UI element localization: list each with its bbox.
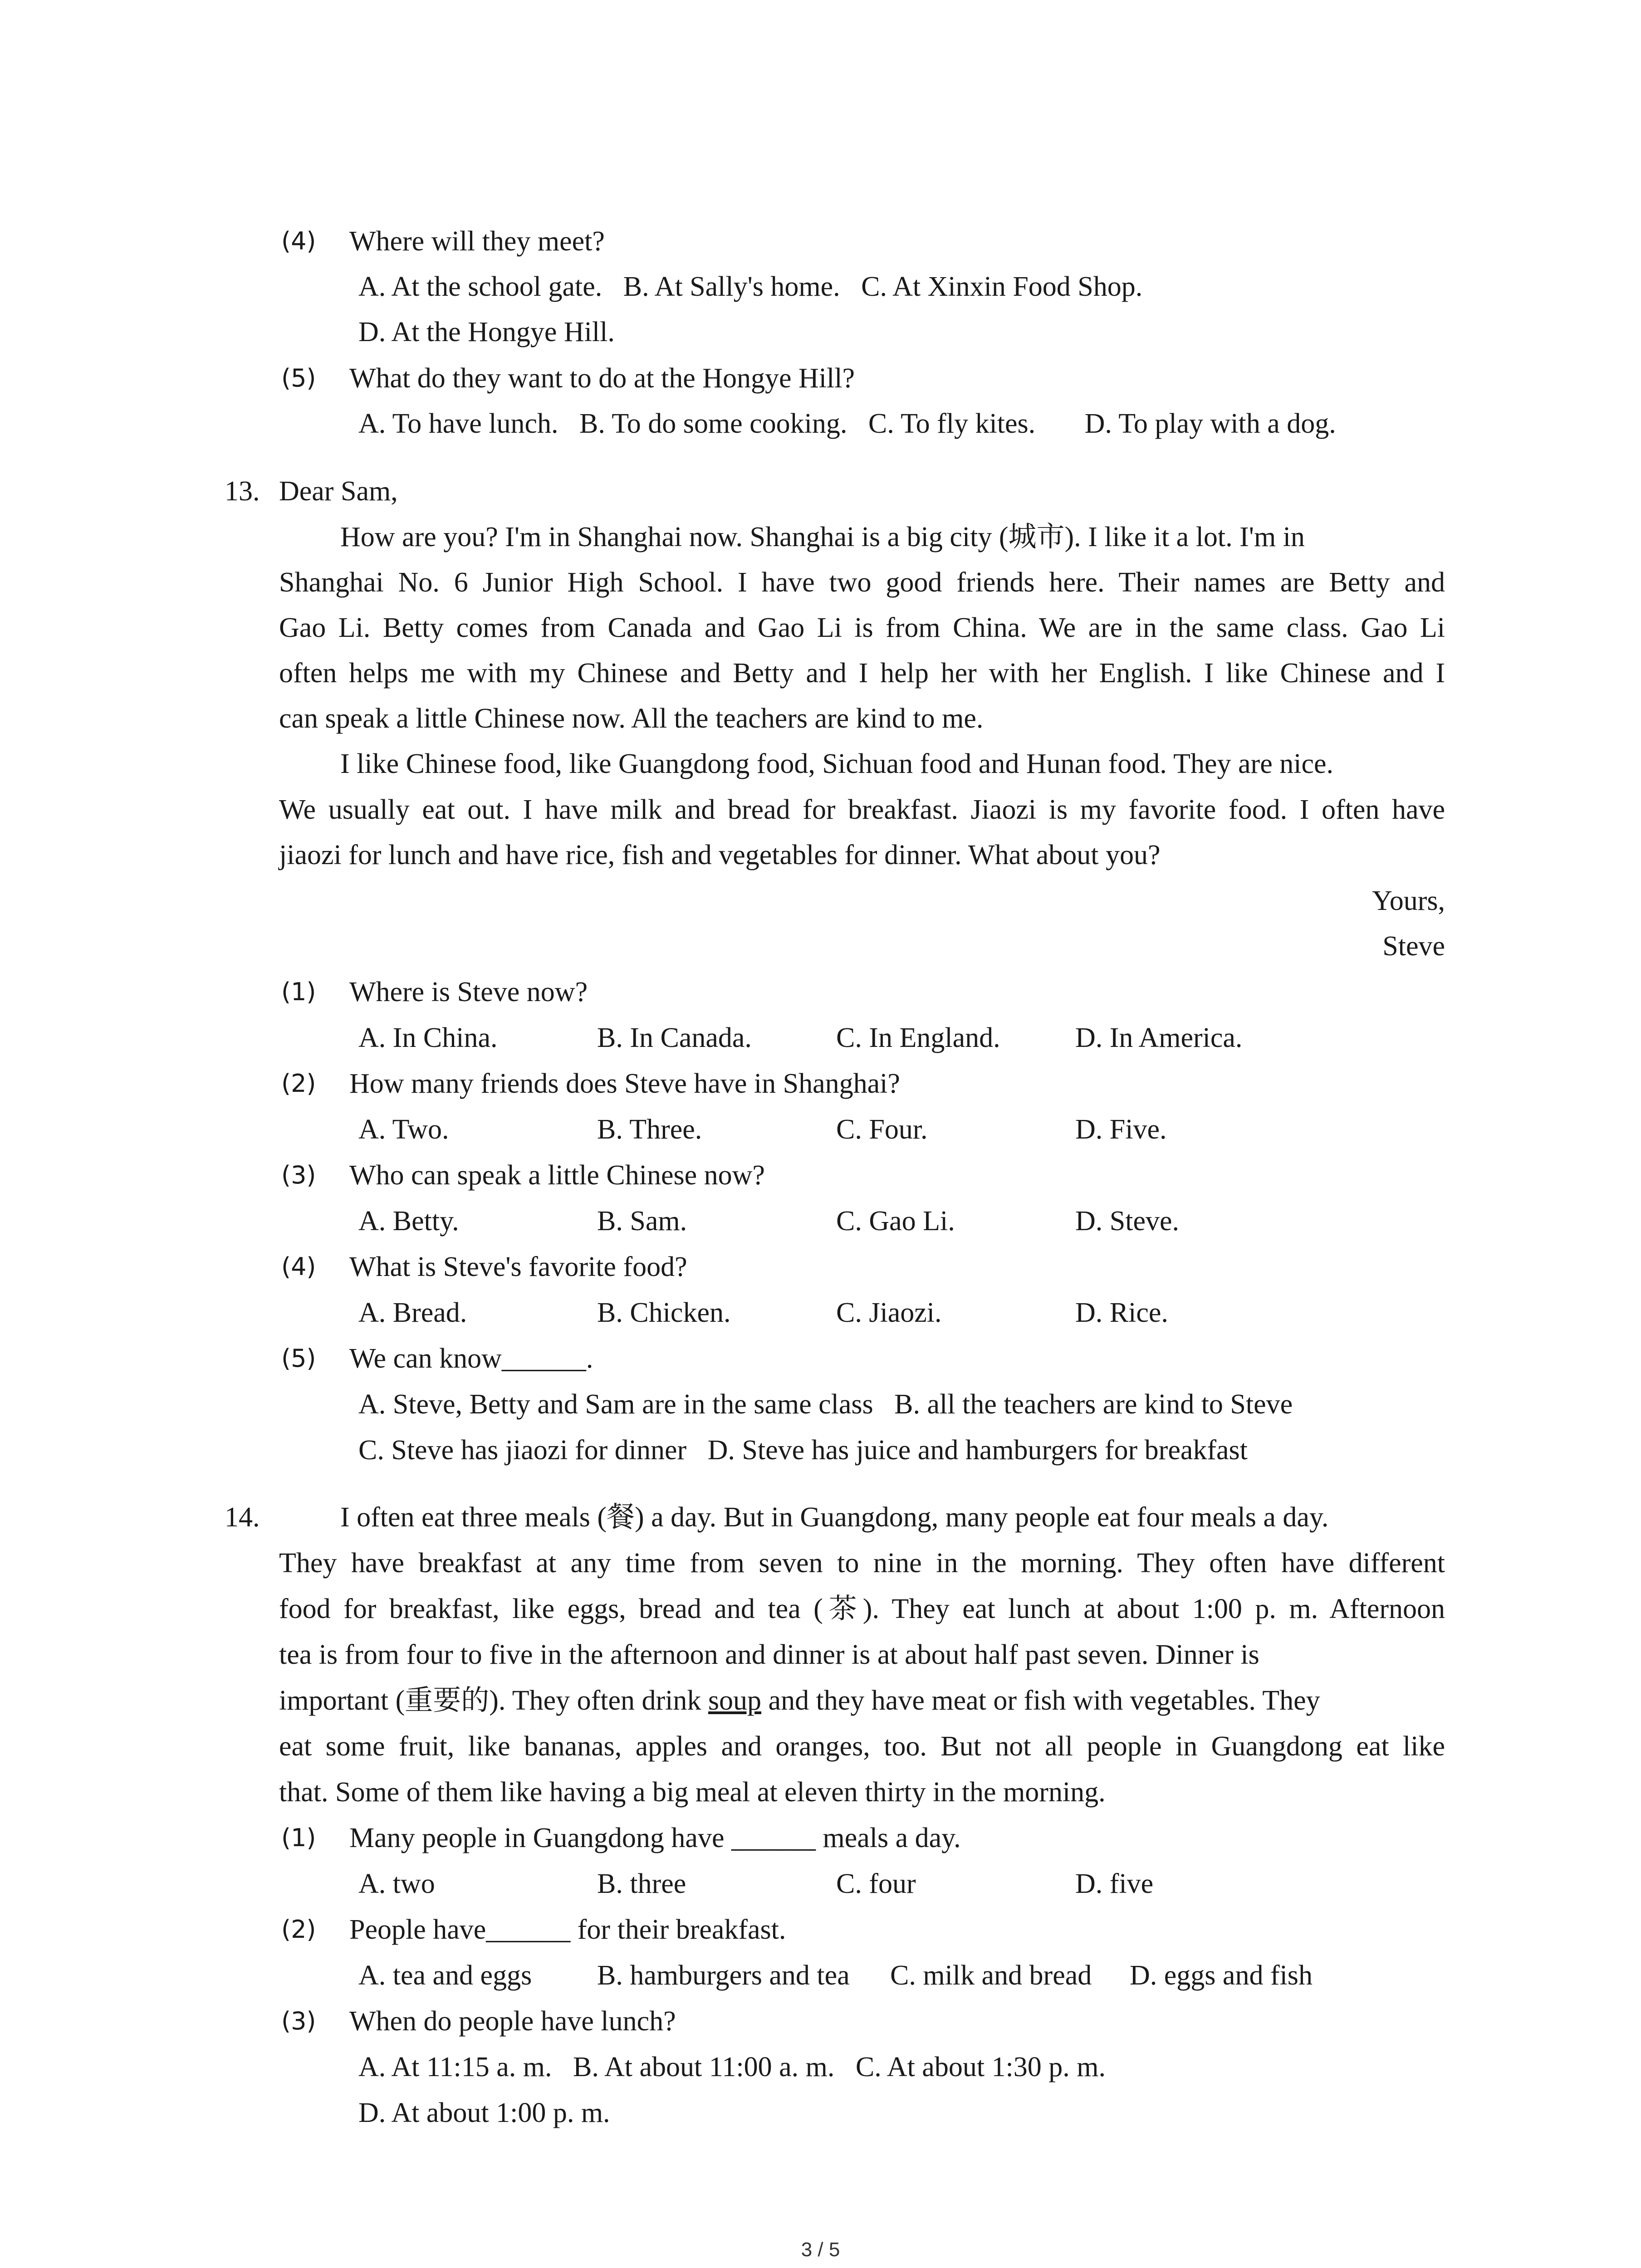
item-options-line: C. Steve has jiaozi for dinner D. Steve has juice and hamburgers for breakfast — [358, 1435, 1248, 1466]
item-question: How many friends does Steve have in Shanghai? — [349, 1068, 900, 1099]
item-number: (3) — [281, 1161, 316, 1189]
item-question: People have______ for their breakfast. — [349, 1914, 786, 1945]
option-c: C. milk and bread — [890, 1960, 1092, 1991]
option-a: A. Bread. — [358, 1297, 467, 1328]
option-c: C. Gao Li. — [836, 1206, 955, 1237]
item-question: Many people in Guangdong have ______ meals a day. — [349, 1823, 961, 1853]
item-number: (1) — [281, 1823, 316, 1852]
item-question: What is Steve's favorite food? — [349, 1251, 687, 1282]
item-options-line: A. Steve, Betty and Sam are in the same class B. all the teachers are kind to Steve — [358, 1389, 1293, 1420]
item-number: (2) — [281, 1915, 316, 1944]
item-number: (4) — [281, 1252, 316, 1281]
passage-line: tea is from four to five in the afternoon and dinner is at about half past seven. Dinner is — [279, 1639, 1259, 1670]
text-before: important (重要的). They often drink — [279, 1685, 708, 1716]
passage-line: Gao Li. Betty comes from Canada and Gao Li is from China. We are in the same class. Gao Li — [279, 612, 1445, 643]
option-c: C. Jiaozi. — [836, 1297, 942, 1328]
passage-line: often helps me with my Chinese and Betty and I help her with her English. I like Chinese and I — [279, 658, 1445, 689]
option-d: D. five — [1075, 1868, 1154, 1899]
question-number: 13. — [225, 476, 260, 507]
item-question: When do people have lunch? — [349, 2006, 676, 2037]
option-a: A. Betty. — [358, 1206, 459, 1237]
passage-line: I like Chinese food, like Guangdong food, Sichuan food and Hunan food. They are nice. — [340, 748, 1333, 779]
option-d: D. Steve. — [1075, 1206, 1180, 1237]
option-c: C. In England. — [836, 1022, 1000, 1053]
passage-line: Shanghai No. 6 Junior High School. I have two good friends here. Their names are Betty and — [279, 567, 1445, 598]
item-options-line: A. To have lunch. B. To do some cooking. C. To fly kites. D. To play with a dog. — [358, 408, 1336, 439]
option-c: C. Four. — [836, 1114, 928, 1145]
letter-greeting: Dear Sam, — [279, 476, 398, 507]
passage-line: We usually eat out. I have milk and bread for breakfast. Jiaozi is my favorite food. I often have — [279, 794, 1445, 825]
option-b: B. Sam. — [597, 1206, 687, 1237]
item-question: Who can speak a little Chinese now? — [349, 1160, 765, 1191]
question-number: 14. — [225, 1502, 260, 1533]
underlined-word: soup — [708, 1685, 762, 1716]
item-options-line: A. At the school gate. B. At Sally's home. C. At Xinxin Food Shop. — [358, 271, 1143, 302]
option-b: B. Chicken. — [597, 1297, 731, 1328]
option-d: D. Rice. — [1075, 1297, 1168, 1328]
page-number: 3 / 5 — [801, 2239, 840, 2261]
passage-line: eat some fruit, like bananas, apples and oranges, too. But not all people in Guangdong eat like — [279, 1731, 1445, 1762]
option-b: B. three — [597, 1868, 686, 1899]
passage-line: How are you? I'm in Shanghai now. Shanghai is a big city (城市). I like it a lot. I'm in — [340, 522, 1305, 552]
passage-line: that. Some of them like having a big meal at eleven thirty in the morning. — [279, 1777, 1106, 1808]
option-b: B. Three. — [597, 1114, 702, 1145]
passage-line: food for breakfast, like eggs, bread and tea (茶). They eat lunch at about 1:00 p. m. Afternoon — [279, 1593, 1445, 1624]
passage-line: They have breakfast at any time from seven to nine in the morning. They often have different — [279, 1548, 1445, 1579]
letter-signature: Steve — [1382, 931, 1445, 962]
item-question: What do they want to do at the Hongye Hill? — [349, 363, 855, 394]
item-options-line: A. At 11:15 a. m. B. At about 11:00 a. m. C. At about 1:30 p. m. — [358, 2052, 1106, 2082]
item-number: (5) — [281, 364, 316, 392]
item-question: Where will they meet? — [349, 226, 605, 257]
passage-line: can speak a little Chinese now. All the teachers are kind to me. — [279, 703, 984, 734]
item-number: (1) — [281, 978, 316, 1006]
item-question: Where is Steve now? — [349, 977, 588, 1007]
option-a: A. In China. — [358, 1022, 498, 1053]
option-a: A. tea and eggs — [358, 1960, 532, 1991]
option-a: A. two — [358, 1868, 435, 1899]
item-number: (4) — [281, 227, 316, 255]
letter-closing: Yours, — [1372, 885, 1445, 916]
item-number: (3) — [281, 2007, 316, 2035]
item-question: We can know______. — [349, 1343, 593, 1374]
option-a: A. Two. — [358, 1114, 449, 1145]
item-options-line: D. At the Hongye Hill. — [358, 317, 615, 347]
option-d: D. Five. — [1075, 1114, 1167, 1145]
item-number: (5) — [281, 1344, 316, 1373]
text-after: and they have meat or fish with vegetables. They — [761, 1685, 1320, 1716]
item-options-line: D. At about 1:00 p. m. — [358, 2097, 610, 2128]
passage-line-with-underline — [279, 1682, 1320, 1719]
passage-line: I often eat three meals (餐) a day. But in Guangdong, many people eat four meals a day. — [340, 1502, 1329, 1533]
option-d: D. eggs and fish — [1130, 1960, 1313, 1991]
option-b: B. In Canada. — [597, 1022, 752, 1053]
option-b: B. hamburgers and tea — [597, 1960, 850, 1991]
passage-line: jiaozi for lunch and have rice, fish and vegetables for dinner. What about you? — [279, 840, 1161, 870]
option-d: D. In America. — [1075, 1022, 1243, 1053]
item-number: (2) — [281, 1069, 316, 1098]
option-c: C. four — [836, 1868, 916, 1899]
